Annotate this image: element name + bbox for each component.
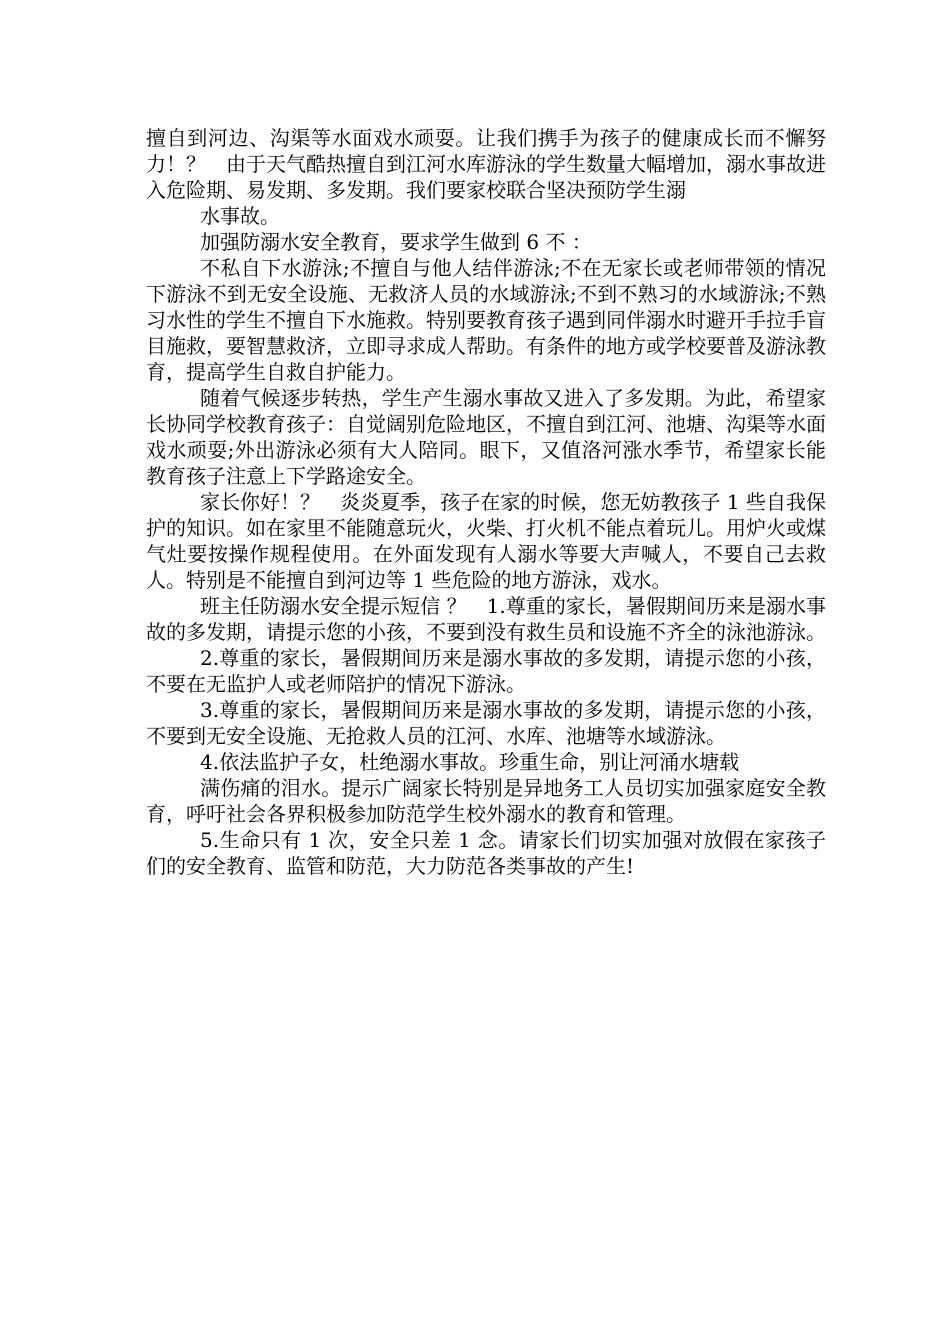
paragraph-7: 班主任防溺水安全提示短信 ？ 1.尊重的家长，暑假期间历来是溺水事故的多发期，请提示您的小孩，不要到没有救生员和设施不齐全的泳池游泳。 [146, 594, 826, 644]
paragraph-2: 水事故。 [200, 204, 280, 228]
paragraph-10: 4.依法监护子女，杜绝溺水事故。珍重生命，别让河涌水塘载 [200, 750, 740, 774]
paragraph-9: 3.尊重的家长，暑假期间历来是溺水事故的多发期，请提示您的小孩，不要到无安全设施、无抢救人员的江河、水库、池塘等水域游泳。 [146, 698, 826, 748]
document-body [146, 125, 826, 879]
paragraph-1: 擅自到河边、沟渠等水面戏水顽耍。让我们携手为孩子的健康成长而不懈努力！？ 由于天气酷热擅自到江河水库游泳的学生数量大幅增加，溺水事故进入危险期、易发期、多发期。我们要家校联合坚决预防学生溺 [146, 126, 826, 202]
paragraph-12: 5.生命只有 1 次，安全只差 1 念。请家长们切实加强对放假在家孩子们的安全教育、监管和防范，大力防范各类事故的产生! [146, 828, 826, 878]
paragraph-8: 2.尊重的家长，暑假期间历来是溺水事故的多发期，请提示您的小孩，不要在无监护人或老师陪护的情况下游泳。 [146, 646, 826, 696]
paragraph-11: 满伤痛的泪水。提示广阔家长特别是异地务工人员切实加强家庭安全教育，呼吁社会各界积极参加防范学生校外溺水的教育和管理。 [146, 776, 826, 826]
paragraph-5: 随着气候逐步转热，学生产生溺水事故又进入了多发期。为此，希望家长协同学校教育孩子：自觉阔别危险地区，不擅自到江河、池塘、沟渠等水面戏水顽耍;外出游泳必须有大人陪同。眼下，又值洛河涨水季节，希望家长能教育孩子注意上下学路途安全。 [146, 386, 826, 488]
paragraph-3: 加强防溺水安全教育，要求学生做到 6 不 ： [200, 230, 592, 254]
paragraph-6: 家长你好！？ 炎炎夏季，孩子在家的时候，您无妨教孩子 1 些自我保护的知识。如在家里不能随意玩火，火柴、打火机不能点着玩儿。用炉火或煤气灶要按操作规程使用。在外面发现有人溺水等要大声喊人，不要自己去救人。特别是不能擅自到河边等 1 些危险的地方游泳，戏水。 [146, 490, 826, 592]
paragraph-4: 不私自下水游泳;不擅自与他人结伴游泳;不在无家长或老师带领的情况下游泳不到无安全设施、无救济人员的水域游泳;不到不熟习的水域游泳;不熟习水性的学生不擅自下水施救。特别要教育孩子遇到同伴溺水时避开手拉手盲目施救，要智慧救济，立即寻求成人帮助。有条件的地方或学校要普及游泳教育，提高学生自救自护能力。 [146, 256, 826, 384]
